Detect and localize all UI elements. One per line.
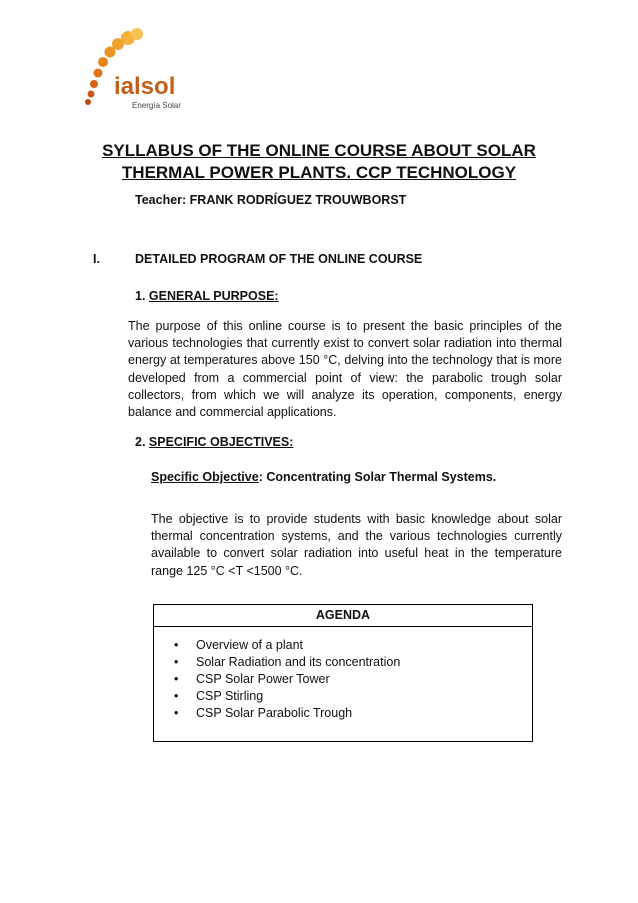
bullet-icon: • bbox=[174, 638, 179, 652]
agenda-item bbox=[174, 688, 532, 705]
bullet-icon: • bbox=[174, 672, 179, 686]
section-number: I. bbox=[93, 252, 100, 266]
agenda-list bbox=[154, 627, 532, 722]
bullet-icon: • bbox=[174, 655, 179, 669]
specific-objective-paragraph: The objective is to provide students with basic knowledge about solar thermal concentration systems, and the various technologies currently available to convert solar radiation into useful heat in the temperature range 125 °C <T <1500 °C. bbox=[151, 512, 562, 578]
logo-wordmark: ialsol bbox=[114, 73, 176, 100]
logo-tagline: Energía Solar bbox=[132, 101, 181, 110]
section-title: DETAILED PROGRAM OF THE ONLINE COURSE bbox=[135, 252, 423, 266]
general-purpose-heading bbox=[135, 289, 279, 303]
specific-objective-label: Specific Objective bbox=[151, 470, 259, 484]
agenda-item bbox=[174, 637, 532, 654]
bullet-icon: • bbox=[174, 706, 179, 720]
heading-text: SPECIFIC OBJECTIVES: bbox=[148, 435, 294, 449]
specific-objective-title: : Concentrating Solar Thermal Systems. bbox=[258, 470, 497, 484]
agenda-item-label: CSP Solar Power Tower bbox=[196, 672, 330, 686]
heading-number: 1. bbox=[135, 289, 146, 303]
agenda-item-label: CSP Stirling bbox=[196, 689, 264, 703]
agenda-heading: AGENDA bbox=[154, 605, 532, 627]
agenda-item bbox=[174, 671, 532, 688]
agenda-item bbox=[174, 705, 532, 722]
title-line-1: SYLLABUS OF THE ONLINE COURSE ABOUT SOLAR bbox=[102, 141, 536, 160]
agenda-table bbox=[153, 604, 533, 742]
heading-number: 2. bbox=[135, 435, 146, 449]
agenda-item bbox=[174, 654, 532, 671]
document-title bbox=[0, 140, 638, 184]
teacher-line: Teacher: FRANK RODRÍGUEZ TROUWBORST bbox=[135, 193, 407, 207]
general-purpose-paragraph: The purpose of this online course is to present the basic principles of the various technologies that currently exist to convert solar radiation into thermal energy at temperatures above 150 °C, delving into the technology that is more developed from a commercial point of view: the parabolic trough solar collectors, from which we will analyze its operation, components, energy balance and commercial applications. bbox=[128, 319, 562, 420]
ialsol-logo bbox=[76, 16, 216, 116]
specific-objectives-heading bbox=[135, 435, 293, 449]
agenda-item-label: CSP Solar Parabolic Trough bbox=[196, 706, 353, 720]
title-line-2: THERMAL POWER PLANTS. CCP TECHNOLOGY bbox=[121, 163, 517, 182]
bullet-icon: • bbox=[174, 689, 179, 703]
agenda-item-label: Solar Radiation and its concentration bbox=[196, 655, 401, 669]
specific-objective-line bbox=[151, 470, 496, 484]
agenda-item-label: Overview of a plant bbox=[196, 638, 303, 652]
heading-text: GENERAL PURPOSE: bbox=[148, 289, 279, 303]
